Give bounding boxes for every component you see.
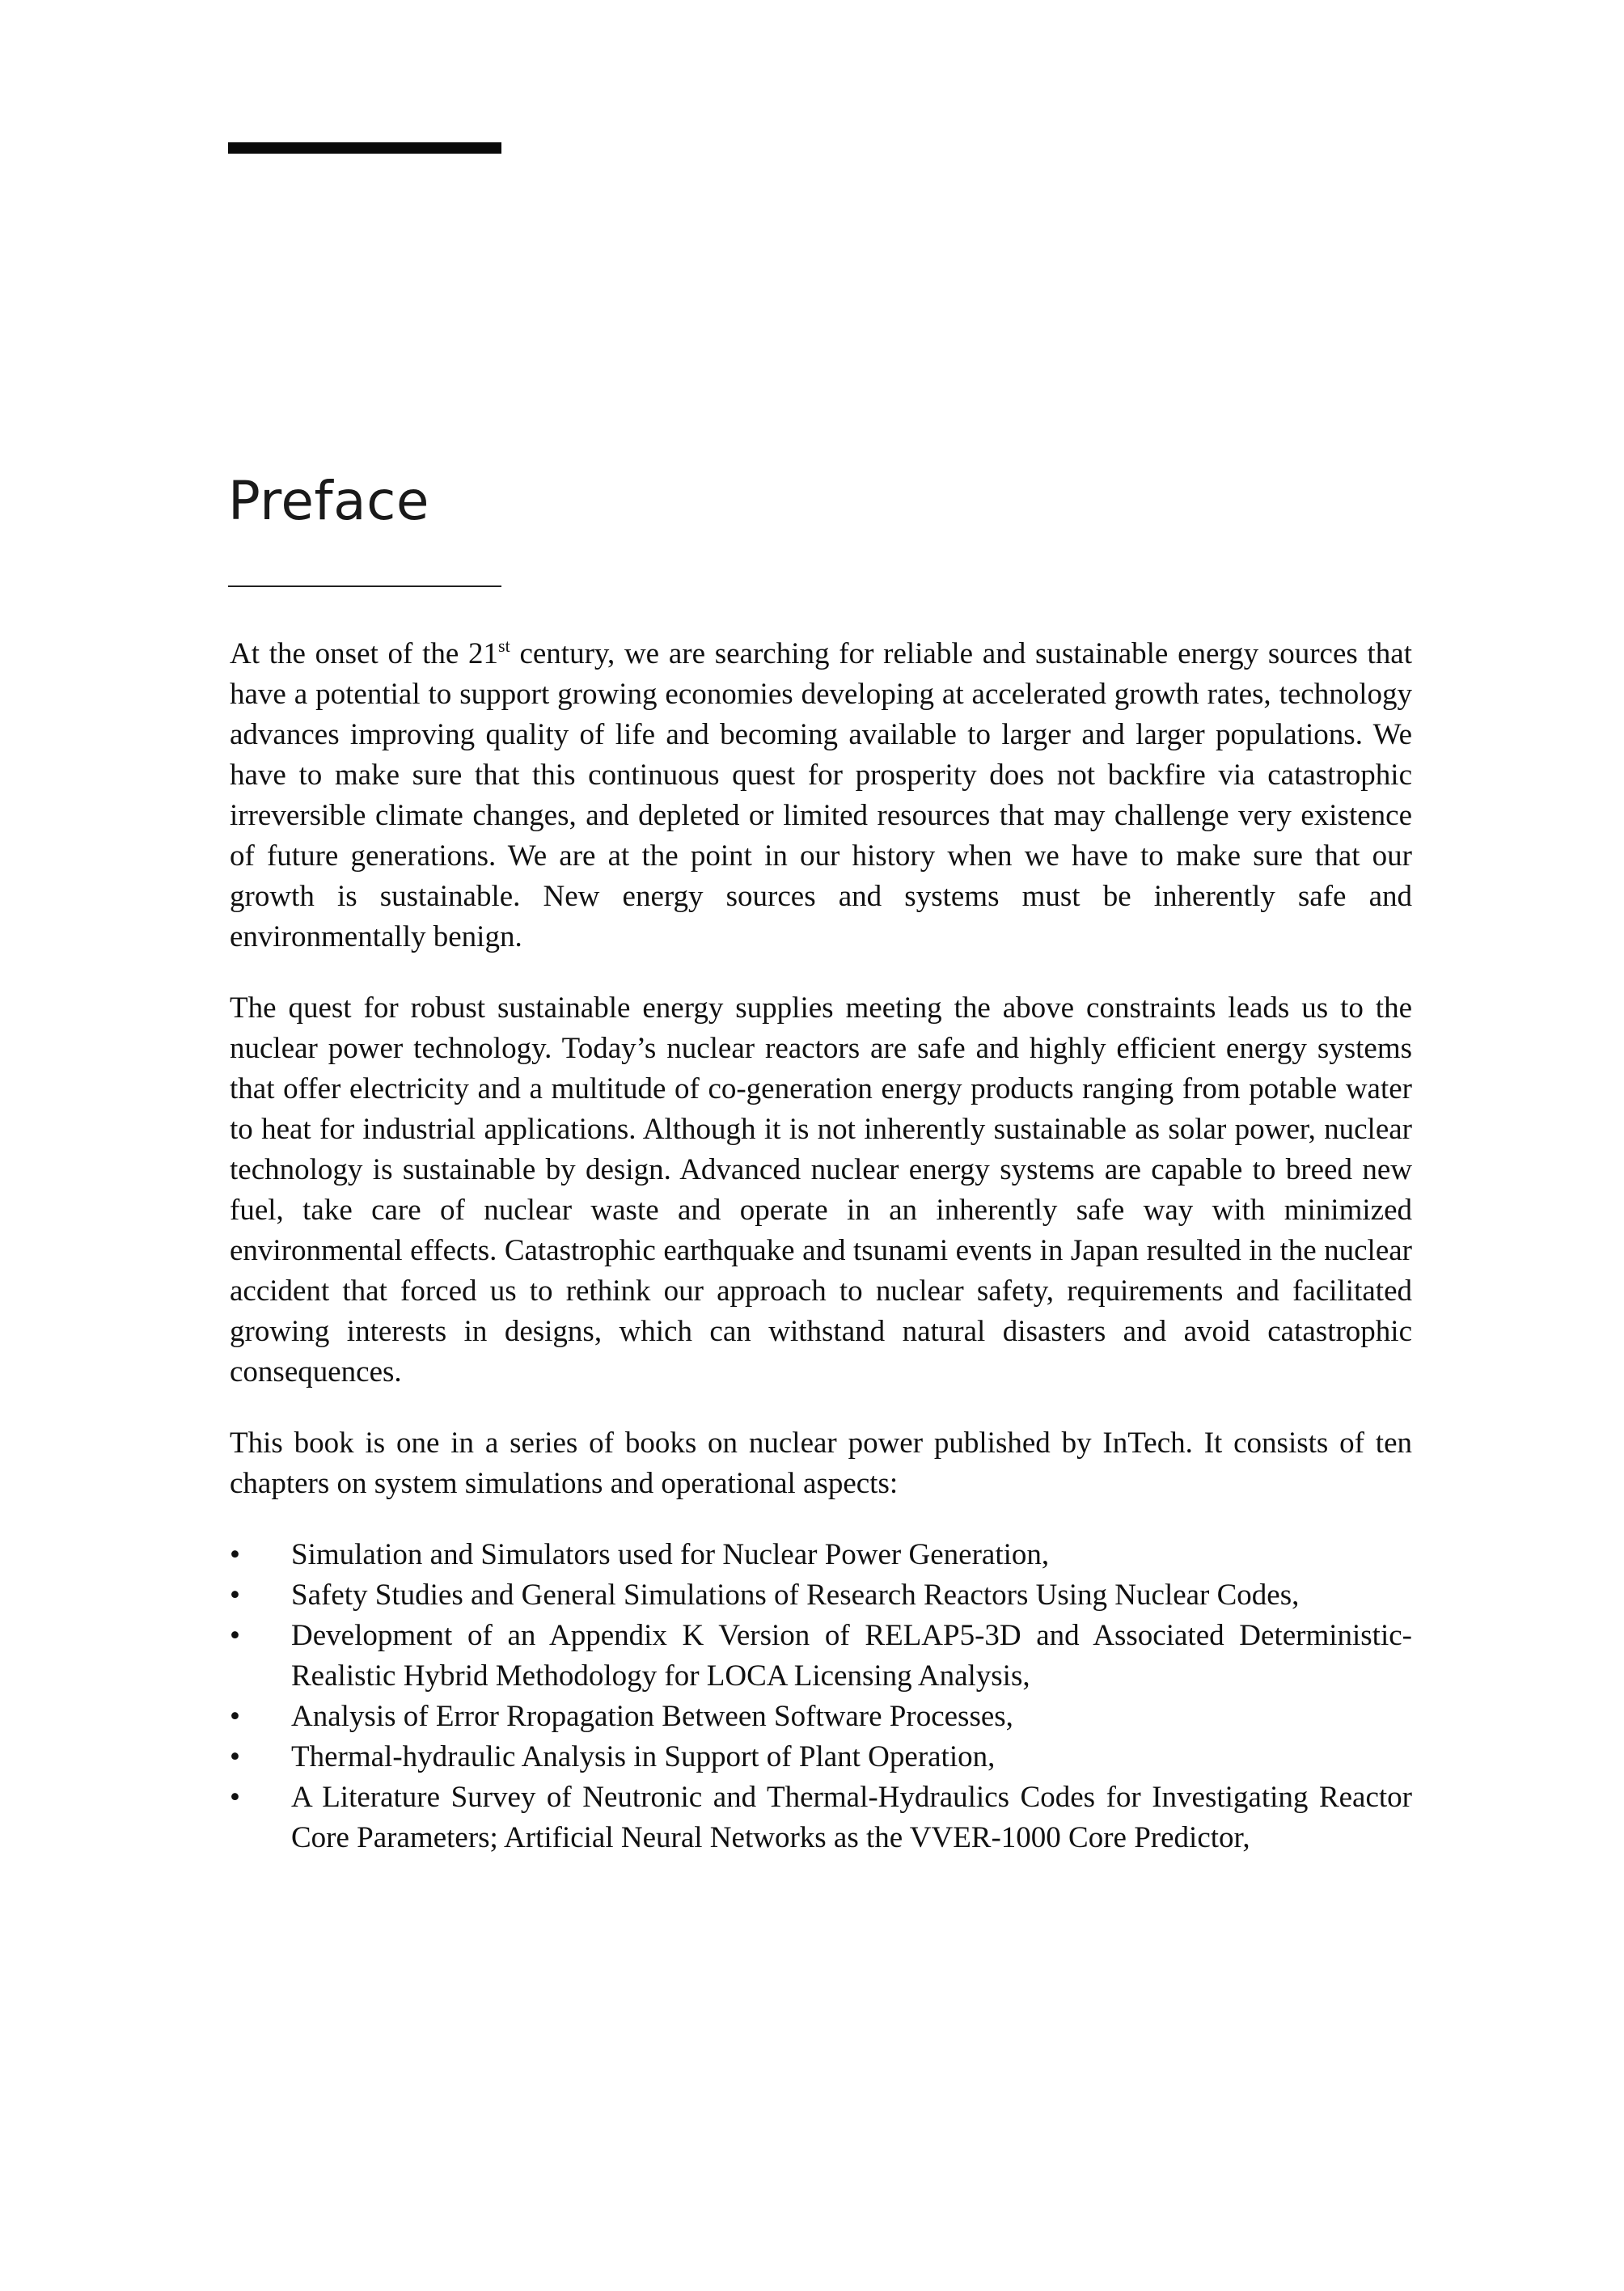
list-item bbox=[230, 1697, 1412, 1737]
paragraph-1-start: At the onset of the 21 bbox=[230, 637, 499, 670]
bullet-icon: • bbox=[230, 1619, 240, 1652]
list-item-text: Development of an Appendix K Version of RELAP5-3D and Associated Deterministic-Realistic Hybrid Methodology for LOCA Licensing Analysis, bbox=[291, 1619, 1412, 1693]
list-item-text: Analysis of Error Rropagation Between Software Processes, bbox=[291, 1700, 1013, 1733]
list-item bbox=[230, 1777, 1412, 1858]
ordinal-superscript: st bbox=[498, 636, 510, 656]
chapter-top-bar bbox=[228, 142, 501, 154]
bullet-icon: • bbox=[230, 1579, 240, 1612]
bullet-icon: • bbox=[230, 1700, 240, 1733]
list-item-text: Safety Studies and General Simulations of Research Reactors Using Nuclear Codes, bbox=[291, 1579, 1300, 1612]
bullet-icon: • bbox=[230, 1781, 240, 1814]
bullet-icon: • bbox=[230, 1538, 240, 1571]
list-item bbox=[230, 1575, 1412, 1616]
title-underline-rule bbox=[228, 585, 501, 587]
bullet-icon: • bbox=[230, 1740, 240, 1773]
page-title: Preface bbox=[228, 470, 430, 532]
list-item-text: Thermal-hydraulic Analysis in Support of Plant Operation, bbox=[291, 1740, 996, 1773]
paragraph-1 bbox=[230, 634, 1412, 957]
list-item bbox=[230, 1535, 1412, 1575]
paragraph-2: The quest for robust sustainable energy supplies meeting the above constraints leads us to the nuclear power technology. Today’s nuclear reactors are safe and highly efficient energy systems that offer electricity and a multitude of co-generation energy products ranging from potable water to heat for industrial applications. Although it is not inherently sustainable as solar power, nuclear technology is sustainable by design. Advanced nuclear energy systems are capable to breed new fuel, take care of nuclear waste and operate in an inherently safe way with minimized environmental effects. Catastrophic earthquake and tsunami events in Japan resulted in the nuclear accident that forced us to rethink our approach to nuclear safety, requirements and facilitated growing interests in designs, which can withstand natural disasters and avoid catastrophic consequences. bbox=[230, 991, 1412, 1389]
chapter-list bbox=[230, 1535, 1412, 1858]
list-item bbox=[230, 1737, 1412, 1777]
paragraph-3: This book is one in a series of books on nuclear power published by InTech. It consists of ten chapters on system simulations and operational aspects: bbox=[230, 1427, 1412, 1500]
paragraph-1-rest: century, we are searching for reliable and sustainable energy sources that have a potential to support growing economies developing at accelerated growth rates, technology advances improving quality of life and becoming available to larger and larger populations. We have to make sure that this continuous quest for prosperity does not backfire via catastrophic irreversible climate changes, and depleted or limited resources that may challenge very existence of future generations. We are at the point in our history when we have to make sure that our growth is sustainable. New energy sources and systems must be inherently safe and environmentally benign. bbox=[230, 637, 1413, 953]
list-item-text: A Literature Survey of Neutronic and Thermal-Hydraulics Codes for Investigating Reactor Core Parameters; Artificial Neural Networks as the VVER-1000 Core Predictor, bbox=[291, 1781, 1412, 1854]
preface-body bbox=[230, 634, 1412, 1858]
list-item bbox=[230, 1616, 1412, 1697]
list-item-text: Simulation and Simulators used for Nuclear Power Generation, bbox=[291, 1538, 1050, 1571]
